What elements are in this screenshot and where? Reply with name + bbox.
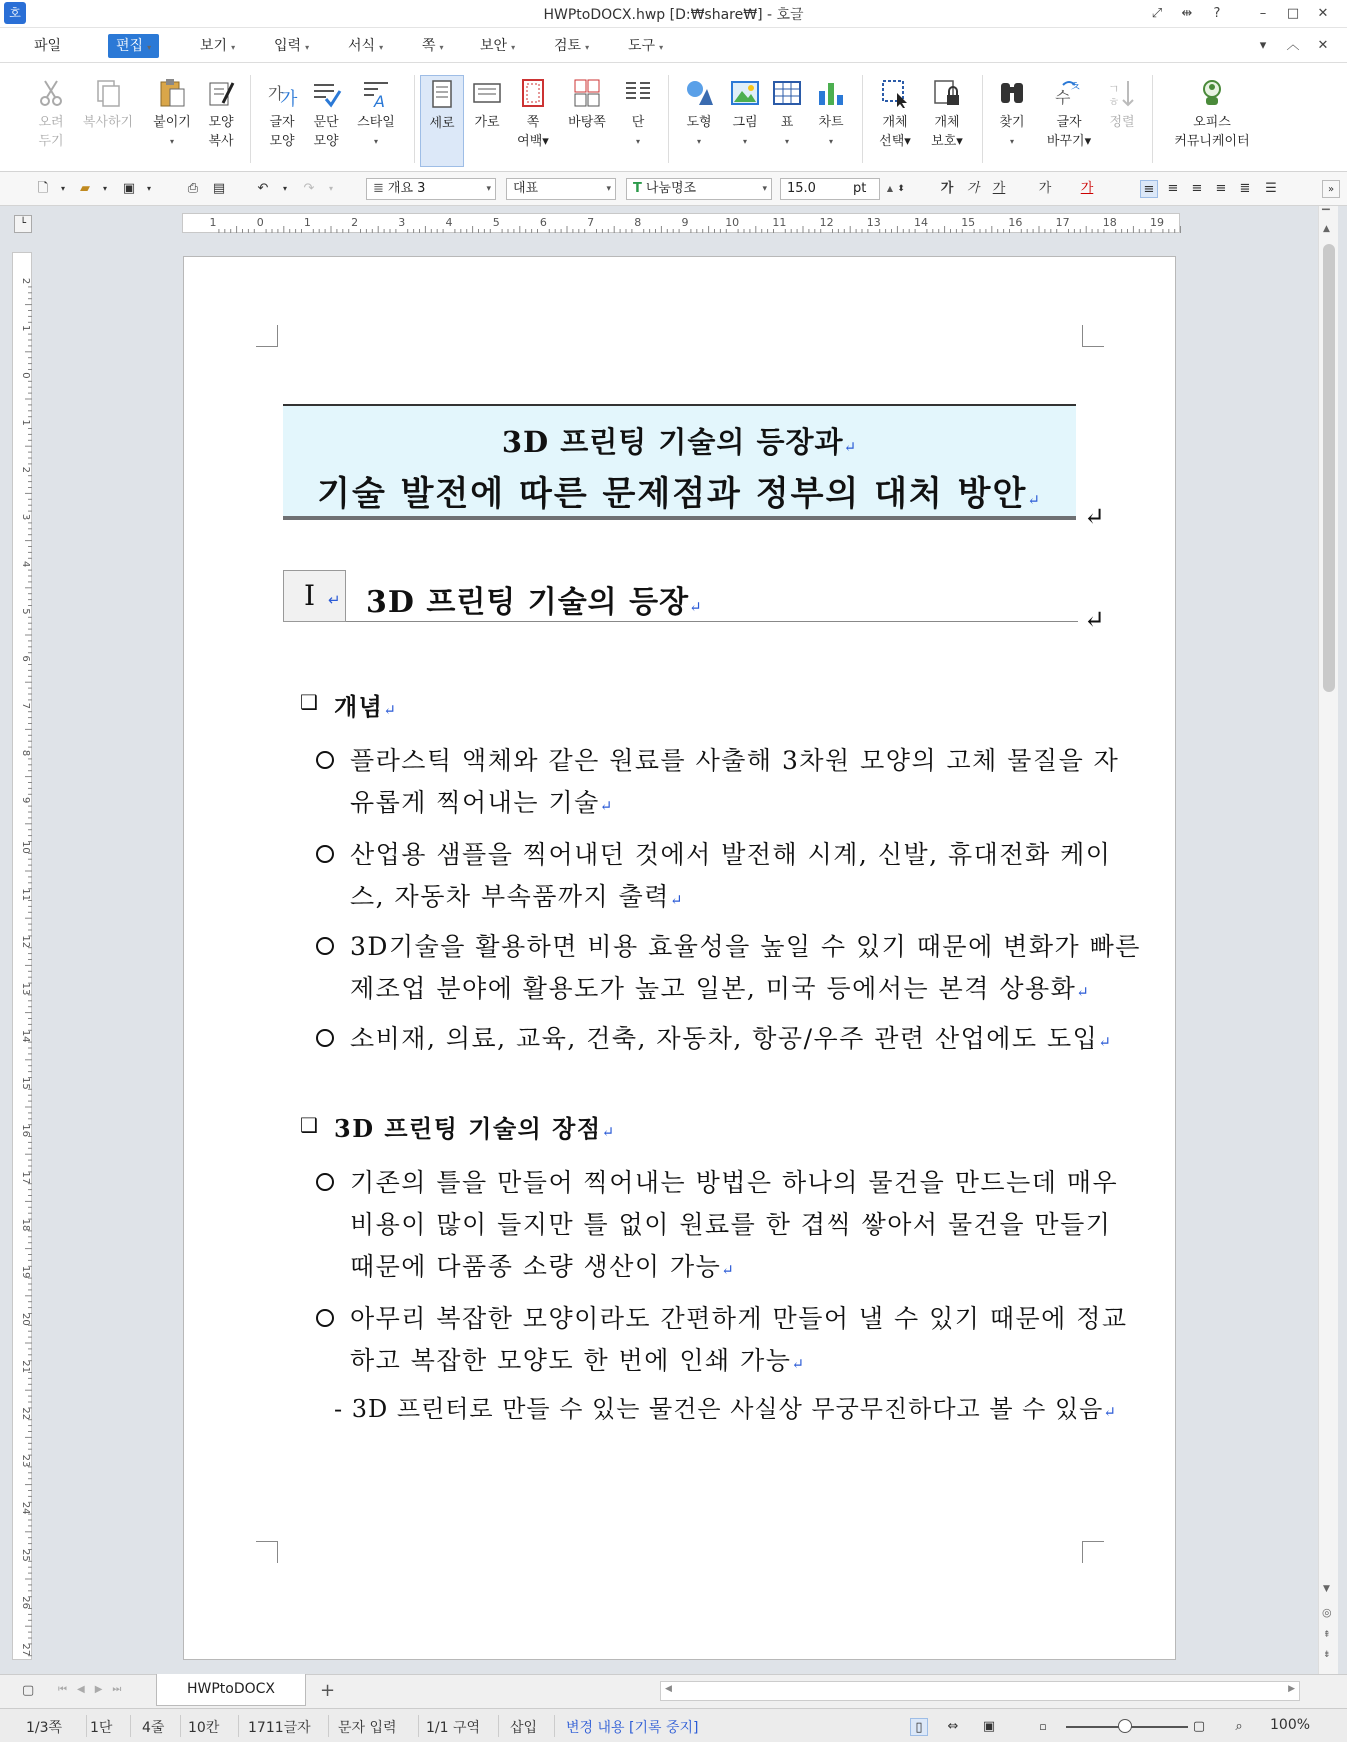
align-distribute-icon[interactable]: ≣ [1239, 181, 1251, 196]
scroll-down-arrow[interactable]: ▼ [1323, 1584, 1330, 1594]
ruler-tick-label: 0 [256, 216, 264, 229]
ruler-tick-label: 16 [20, 1124, 31, 1137]
ruler-tick-label: 18 [1102, 216, 1117, 229]
redo-dropdown-icon[interactable]: ▾ [328, 184, 333, 193]
status-separator [130, 1715, 131, 1737]
maximize-button[interactable]: □ [1286, 6, 1300, 21]
ribbon-master-page-button[interactable]: 바탕쪽 [560, 77, 614, 132]
bullet-line: 제조업 분야에 활용도가 높고 일본, 미국 등에서는 본격 상용화↵ [350, 974, 1091, 1003]
ruler-tick-label: 14 [20, 1029, 31, 1043]
ruler-tick-label: 1 [209, 216, 217, 229]
status-char-count: 1711글자 [248, 1720, 311, 1736]
paste-icon [156, 77, 188, 109]
ruler-corner-icon[interactable]: └ [14, 215, 32, 233]
ruler-tick-label: 25 [20, 1549, 31, 1562]
ruler-tick-label: 13 [866, 216, 881, 229]
shape-icon [683, 77, 715, 109]
status-cell: 10칸 [188, 1720, 220, 1736]
underline-button[interactable]: 가 [992, 181, 1006, 196]
menu-bar [0, 28, 1347, 63]
ruler-tick-label: 27 [20, 1643, 31, 1657]
ruler-tick-label: 6 [20, 655, 31, 662]
zoom-level[interactable]: 100% [1270, 1717, 1311, 1733]
bullet-line: 유롭게 찍어내는 기술↵ [350, 788, 614, 817]
ruler-tick-label: 22 [20, 1407, 31, 1421]
heading-advantages: 3D 프린팅 기술의 장점↵ [334, 1114, 616, 1143]
svg-text:ㅎ: ㅎ [1108, 95, 1120, 109]
ribbon-style-button[interactable]: A 스타일 ▾ [350, 77, 402, 151]
svg-text:ㄱ: ㄱ [1108, 82, 1120, 96]
ruler-tick-label: 26 [20, 1596, 31, 1609]
ribbon-separator [668, 75, 669, 163]
redo-icon[interactable]: ↷ [303, 181, 315, 196]
ruler-tick-label: 15 [961, 216, 976, 229]
browse-object-icon[interactable]: ◎ [1322, 1606, 1332, 1619]
ribbon-chart-button[interactable]: 차트 ▾ [810, 77, 852, 151]
document-title-line1: 3D 프린팅 기술의 등장과↵ [501, 425, 858, 459]
chart-icon [815, 77, 847, 109]
ruler-tick-label: 17 [1055, 216, 1070, 229]
language-select[interactable]: 대표 ▾ [506, 178, 616, 200]
landscape-icon [471, 77, 503, 109]
sort-icon [1106, 77, 1138, 109]
ribbon-separator [414, 75, 415, 163]
ribbon-separator [982, 75, 983, 163]
style-select[interactable]: ≣ 개요 3 ▾ [366, 178, 496, 200]
ruler-tick-label: 13 [20, 982, 31, 996]
scroll-left-arrow[interactable]: ◀ [665, 1684, 672, 1694]
scroll-right-arrow[interactable]: ▶ [1288, 1684, 1295, 1694]
font-size-input[interactable]: 15.0 pt ▲ [780, 178, 880, 200]
ribbon-portrait-button[interactable]: 세로 [420, 75, 464, 167]
close-button[interactable]: ✕ [1317, 6, 1329, 21]
bullet-line: 소비재, 의료, 교육, 건축, 자동차, 항공/우주 관련 산업에도 도입↵ [350, 1024, 1113, 1053]
status-track-changes[interactable]: 변경 내용 [기록 중지] [566, 1720, 699, 1736]
status-column: 1단 [90, 1720, 113, 1736]
collapse-ribbon-icon[interactable]: ︿ [1286, 38, 1300, 53]
ruler-tick-label: 19 [20, 1265, 31, 1279]
print-icon[interactable]: ⎙ [187, 181, 199, 196]
font-select[interactable]: T 나눔명조 ▾ [626, 178, 772, 200]
ruler-tick-label: 9 [20, 797, 31, 804]
ribbon-margin-button[interactable]: 쪽 여백▾ [512, 77, 554, 151]
ruler-tick-label: 8 [634, 216, 642, 229]
new-doc-dropdown-icon[interactable]: ▾ [60, 184, 65, 193]
ribbon-char-shape-button[interactable]: 가 가 글자 모양 [262, 77, 302, 151]
style-icon: ≣ [373, 181, 384, 196]
para-shape-icon [310, 77, 342, 109]
align-right-icon[interactable]: ≡ [1215, 181, 1227, 196]
style-icon [360, 77, 392, 109]
section-underline [346, 621, 1078, 622]
undo-dropdown-icon[interactable]: ▾ [282, 184, 287, 193]
ruler-tick-label: 23 [20, 1454, 31, 1468]
ruler-tick-label: 10 [20, 841, 31, 854]
help-icon[interactable]: ? [1213, 6, 1221, 21]
ribbon-protect-object-button[interactable]: 개체 보호▾ [922, 77, 972, 151]
ruler-tick-label: 8 [20, 749, 31, 757]
vertical-scrollbar[interactable] [1318, 206, 1338, 1674]
ruler-tick-label: 12 [20, 935, 31, 949]
ribbon-select-object-button[interactable]: 개체 선택▾ [872, 77, 918, 151]
ribbon-format-painter-button[interactable]: 모양 복사 [200, 77, 242, 151]
search-dropdown-icon[interactable]: ▾ [1259, 38, 1267, 53]
format-painter-icon [205, 77, 237, 109]
scissors-icon [35, 77, 67, 109]
menu-format[interactable]: 서식 ▾ [348, 38, 384, 54]
replace-icon [1053, 77, 1085, 109]
ruler-tick-label: 3 [20, 513, 31, 521]
select-object-icon [879, 77, 911, 109]
ribbon-copy-button[interactable]: 복사하기 [78, 77, 138, 132]
save-dropdown-icon[interactable]: ▾ [146, 184, 151, 193]
ruler-tick-label: 1 [20, 419, 31, 426]
ruler-tick-label: 4 [20, 561, 31, 568]
zoom-slider-thumb[interactable] [1118, 1719, 1132, 1733]
ribbon-sort-button[interactable]: ㄱ ㅎ 정렬 [1102, 77, 1142, 132]
ruler-tick-label: 2 [351, 216, 359, 229]
document-title-box [283, 404, 1076, 520]
ribbon-find-button[interactable]: 찾기 ▾ [990, 77, 1034, 151]
save-icon[interactable]: ▣ [122, 181, 136, 196]
align-justify-icon[interactable]: ≡ [1140, 180, 1158, 198]
ruler-tick-label: 18 [20, 1218, 31, 1232]
bullet-line: 기존의 틀을 만들어 찍어내는 방법은 하나의 물건을 만드는데 매우 [350, 1168, 1119, 1197]
ruler-tick-label: 11 [772, 216, 787, 229]
align-divide-icon[interactable]: ☰ [1265, 181, 1277, 196]
view-fullpage-icon[interactable]: ▣ [982, 1719, 996, 1734]
ruler-tick-label: 14 [914, 216, 928, 229]
ribbon-columns-button[interactable]: 단 ▾ [618, 77, 658, 151]
ruler-tick-label: 5 [492, 216, 500, 229]
tab-nav-icons[interactable]: ⏮◀▶⏭ [58, 1684, 132, 1695]
paragraph-mark: ↵ [1084, 605, 1107, 634]
bullet-line: 하고 복잡한 모양도 한 번에 인쇄 가능↵ [350, 1346, 806, 1375]
ruler-tick-label: 11 [20, 888, 31, 901]
table-icon [771, 77, 803, 109]
menu-insert[interactable]: 입력 ▾ [274, 38, 310, 54]
vertical-ruler[interactable] [12, 252, 32, 1660]
split-icon[interactable]: ⇹ [1181, 6, 1193, 21]
status-separator [498, 1715, 499, 1737]
close-doc-icon[interactable]: ✕ [1317, 38, 1329, 53]
tab-list-icon[interactable]: ▢ [22, 1683, 35, 1698]
circle-bullet-icon [316, 1173, 334, 1191]
char-shape-icon [266, 77, 298, 109]
circle-bullet-icon [316, 845, 334, 863]
ruler-tick-label: 17 [20, 1171, 31, 1185]
open-dropdown-icon[interactable]: ▾ [102, 184, 107, 193]
prev-page-icon[interactable]: ⇞ [1323, 1630, 1331, 1640]
bullet-line: 플라스틱 액체와 같은 원료를 사출해 3차원 모양의 고체 물질을 자 [350, 746, 1120, 775]
circle-bullet-icon [316, 1309, 334, 1327]
bold-button[interactable]: 가 [940, 181, 954, 196]
ribbon-separator [1152, 75, 1153, 163]
ruler-tick-label: 10 [725, 216, 740, 229]
ruler-tick-label: 4 [445, 216, 453, 229]
copy-icon [92, 77, 124, 109]
ribbon-paste-button[interactable]: 붙이기 ▾ [148, 77, 196, 151]
ruler-tick-label: 24 [20, 1501, 31, 1515]
ribbon-shape-button[interactable]: 도형 ▾ [678, 77, 720, 151]
status-bar [0, 1708, 1347, 1742]
ribbon-cut-button[interactable]: 오려 두기 [30, 77, 72, 151]
svg-text:가: 가 [268, 84, 284, 103]
status-insert-mode[interactable]: 삽입 [510, 1720, 538, 1736]
new-doc-icon[interactable]: 🗋 [37, 181, 49, 196]
section-number: Ⅰ [304, 579, 316, 612]
square-bullet-icon: ❑ [300, 1113, 318, 1137]
svg-text:가: 가 [280, 89, 298, 109]
menu-file[interactable]: 파일 [34, 38, 62, 54]
paragraph-mark: ↵ [1084, 502, 1107, 531]
square-bullet-icon: ❑ [300, 690, 318, 714]
document-title-line2: 기술 발전에 따른 문제점과 정부의 대처 방안↵ [317, 474, 1042, 514]
menu-view[interactable]: 보기 ▾ [200, 38, 236, 54]
scroll-top-icon[interactable]: ▔ [1322, 210, 1330, 221]
portrait-icon [426, 78, 458, 110]
horizontal-scrollbar[interactable] [660, 1681, 1300, 1701]
ribbon-communicator-button[interactable]: 오피스 커뮤니케이터 [1160, 77, 1264, 151]
circle-bullet-icon [316, 1029, 334, 1047]
svg-text:A: A [374, 92, 385, 109]
bullet-line: 3D기술을 활용하면 비용 효율성을 높일 수 있기 때문에 변화가 빠른 [350, 932, 1141, 961]
ribbon-replace-button[interactable]: 수 ㅊ 글자 바꾸기▾ [1040, 77, 1098, 151]
menu-security[interactable]: 보안 ▾ [480, 38, 516, 54]
size-spinner-icon[interactable]: ⬍ [897, 184, 905, 194]
status-separator [86, 1715, 87, 1737]
undo-icon[interactable]: ↶ [257, 181, 269, 196]
ruler-tick-label: 5 [20, 608, 31, 615]
italic-button[interactable]: 가 [966, 181, 980, 196]
ruler-tick-label: 1 [20, 325, 31, 332]
ribbon-table-button[interactable]: 표 ▾ [768, 77, 806, 151]
ruler-tick-label: 3 [398, 216, 406, 229]
status-page[interactable]: 1/3쪽 [26, 1720, 63, 1736]
ruler-tick-label: 19 [1150, 216, 1164, 229]
vertical-ruler-ticks [13, 253, 33, 1661]
app-logo-icon[interactable]: 호 [4, 2, 26, 24]
margin-icon [517, 77, 549, 109]
ruler-tick-label: 2 [20, 277, 31, 285]
find-icon [996, 77, 1028, 109]
next-page-icon[interactable]: ⇟ [1323, 1650, 1331, 1660]
view-normal-icon[interactable]: ▯ [910, 1718, 928, 1736]
status-separator [180, 1715, 181, 1737]
master-page-icon [571, 77, 603, 109]
menu-page[interactable]: 쪽 ▾ [422, 38, 444, 54]
crop-mark [256, 325, 278, 347]
svg-text:ㅊ: ㅊ [1069, 80, 1082, 95]
view-width-icon[interactable]: ⇔ [947, 1719, 959, 1734]
bullet-line: 때문에 다품종 소량 생산이 가능↵ [350, 1252, 736, 1281]
section-title: 3D 프린팅 기술의 등장↵ [366, 585, 703, 620]
scroll-thumb[interactable] [1323, 244, 1335, 692]
zoom-search-icon[interactable]: ⌕ [1235, 1719, 1243, 1734]
toolbar-expand-icon[interactable]: » [1322, 180, 1340, 198]
align-left-icon[interactable]: ≡ [1167, 181, 1179, 196]
formatting-toolbar [0, 172, 1347, 206]
picture-icon [729, 77, 761, 109]
ruler-tick-label: 2 [20, 466, 31, 473]
document-page[interactable] [183, 256, 1176, 1660]
ribbon-para-shape-button[interactable]: 문단 모양 [306, 77, 346, 151]
title-bar [0, 0, 1347, 28]
menu-tools[interactable]: 도구 ▾ [628, 38, 664, 54]
ruler-tick-label: 20 [20, 1313, 31, 1326]
status-separator [418, 1715, 419, 1737]
crop-mark [1082, 1541, 1104, 1563]
crop-mark [256, 1541, 278, 1563]
communicator-icon [1196, 77, 1228, 109]
open-folder-icon[interactable]: ▰ [80, 181, 90, 196]
horizontal-ruler[interactable] [182, 213, 1180, 233]
status-separator [328, 1715, 329, 1737]
bullet-line: 산업용 샘플을 찍어내던 것에서 발전해 시계, 신발, 휴대전화 케이 [350, 840, 1112, 869]
circle-bullet-icon [316, 751, 334, 769]
status-line: 4줄 [142, 1720, 165, 1736]
ruler-tick-label: 7 [587, 216, 595, 229]
ruler-tick-label: 0 [20, 372, 31, 379]
print-preview-icon[interactable]: ▤ [212, 181, 226, 196]
dash-line: - 3D 프린터로 만들 수 있는 물건은 사실상 무궁무진하다고 볼 수 있음↵ [334, 1395, 1117, 1423]
zoom-in-icon[interactable]: ▢ [1192, 1719, 1206, 1734]
menu-edit[interactable]: 편집 ▾ [108, 34, 159, 58]
protect-object-icon [931, 77, 963, 109]
ruler-tick-label: 6 [539, 216, 547, 229]
menu-review[interactable]: 검토 ▾ [554, 38, 590, 54]
svg-text:수: 수 [1055, 88, 1071, 107]
status-section: 1/1 구역 [426, 1720, 481, 1736]
bullet-line: 스, 자동차 부속품까지 출력↵ [350, 882, 685, 911]
bullet-line: 비용이 많이 들지만 틀 없이 원료를 한 겹씩 쌓아서 물건을 만들기 [350, 1210, 1112, 1239]
zoom-out-icon[interactable]: ▫ [1039, 1720, 1047, 1733]
window-title: HWPtoDOCX.hwp [D:₩share₩] - 호글 [543, 7, 804, 23]
add-tab-button[interactable]: + [320, 1680, 336, 1701]
ruler-tick-label: 21 [20, 1360, 31, 1373]
ribbon-landscape-button[interactable]: 가로 [466, 77, 508, 132]
status-separator [554, 1715, 555, 1737]
section-number-box: Ⅰ ↵ [283, 570, 346, 622]
fullscreen-icon[interactable]: ⤢ [1151, 6, 1163, 21]
minimize-button[interactable]: – [1259, 6, 1267, 21]
ruler-tick-label: 1 [303, 216, 311, 229]
status-separator [238, 1715, 239, 1737]
status-input-mode[interactable]: 문자 입력 [338, 1720, 397, 1736]
ribbon [0, 63, 1347, 172]
ribbon-separator [250, 75, 251, 163]
circle-bullet-icon [316, 937, 334, 955]
align-center-icon[interactable]: ≡ [1191, 181, 1203, 196]
columns-icon [622, 77, 654, 109]
crop-mark [1082, 325, 1104, 347]
ruler-tick-label: 9 [681, 216, 689, 229]
ruler-tick-label: 7 [20, 702, 31, 709]
scroll-up-arrow[interactable]: ▲ [1323, 224, 1330, 234]
heading-concept: 개념↵ [334, 692, 398, 721]
strikethrough-button[interactable]: 가 [1038, 181, 1052, 196]
truetype-font-icon: T [633, 181, 642, 196]
ruler-tick-label: 12 [819, 216, 834, 229]
ruler-tick-label: 15 [20, 1077, 31, 1090]
font-color-button[interactable]: 가 [1080, 181, 1094, 196]
ruler-tick-label: 16 [1008, 216, 1023, 229]
bullet-line: 아무리 복잡한 모양이라도 간편하게 만들어 낼 수 있기 때문에 정교 [350, 1304, 1128, 1333]
tab-document[interactable]: HWPtoDOCX [156, 1674, 306, 1706]
ribbon-separator [862, 75, 863, 163]
horizontal-ruler-ticks [183, 214, 1181, 234]
ribbon-picture-button[interactable]: 그림 ▾ [724, 77, 766, 151]
